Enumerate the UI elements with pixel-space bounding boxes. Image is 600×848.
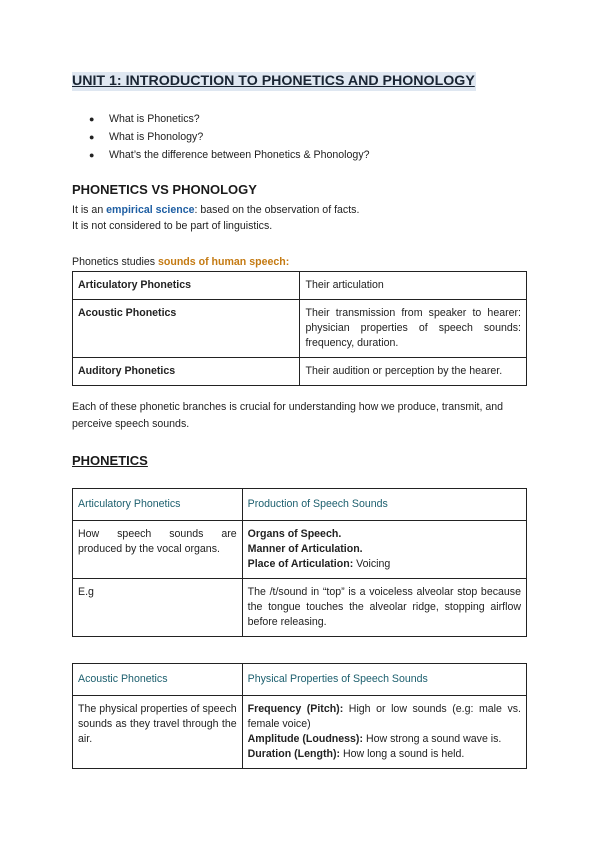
bullet-icon: ●: [89, 114, 95, 124]
description-cell: Their transmission from speaker to hearer: physician properties of speech sounds: frequency, duration.: [300, 300, 527, 358]
empirical-science-highlight: empirical science: [106, 204, 195, 216]
definition-cell: How speech sounds are produced by the vocal organs.: [73, 521, 243, 579]
example-label-cell: E.g: [73, 579, 243, 637]
list-item: ● What is Phonology?: [72, 128, 370, 146]
table-row: [73, 300, 527, 358]
table-header-cell: Acoustic Phonetics: [73, 664, 243, 696]
acoustic-phonetics-table: [72, 663, 527, 769]
phonetics-studies-line: Phonetics studies sounds of human speech:: [72, 256, 290, 268]
table-row: [73, 489, 527, 521]
phonetic-branches-table: [72, 271, 527, 386]
description-cell: Their articulation: [300, 272, 527, 300]
branch-cell: Acoustic Phonetics: [73, 300, 300, 358]
table-row: [73, 664, 527, 696]
branch-cell: Auditory Phonetics: [73, 358, 300, 386]
table-row: [73, 272, 527, 300]
table-row: [73, 358, 527, 386]
articulatory-phonetics-table: [72, 488, 527, 637]
table-row: [73, 521, 527, 579]
table-header-cell: Production of Speech Sounds: [242, 489, 526, 521]
section-heading-phonetics-vs-phonology: PHONETICS VS PHONOLOGY: [72, 182, 257, 197]
table-row: [73, 579, 527, 637]
human-speech-highlight: sounds of human speech:: [157, 256, 290, 268]
summary-line-2: perceive speech sounds.: [72, 418, 190, 430]
properties-cell: Frequency (Pitch): High or low sounds (e.g: male vs. female voice) Amplitude (Loudness): How strong a sound wave is. Duration (Length): How long a sound is held.: [242, 696, 526, 769]
intro-bullet-list: [72, 110, 370, 164]
list-item: ● What is Phonetics?: [72, 110, 370, 128]
example-cell: The /t/sound in “top” is a voiceless alveolar stop because the tongue touches the alveolar ridge, stopping airflow before releasing.: [242, 579, 526, 637]
bullet-icon: ●: [89, 132, 95, 142]
description-cell: Their audition or perception by the hearer.: [300, 358, 527, 386]
not-linguistics-line: It is not considered to be part of linguistics.: [72, 220, 273, 232]
section-heading-phonetics: PHONETICS: [72, 453, 148, 468]
branch-cell: Articulatory Phonetics: [73, 272, 300, 300]
table-row: [73, 696, 527, 769]
table-header-cell: Physical Properties of Speech Sounds: [242, 664, 526, 696]
bullet-icon: ●: [89, 150, 95, 160]
summary-line-1: Each of these phonetic branches is crucial for understanding how we produce, transmit, and: [72, 401, 504, 413]
list-item: ● What’s the difference between Phonetics & Phonology?: [72, 146, 370, 164]
topics-cell: Organs of Speech. Manner of Articulation. Place of Articulation: Voicing: [242, 521, 526, 579]
empirical-science-line: It is an empirical science: based on the observation of facts.: [72, 204, 360, 216]
table-header-cell: Articulatory Phonetics: [73, 489, 243, 521]
unit-title: UNIT 1: INTRODUCTION TO PHONETICS AND PHONOLOGY: [72, 73, 475, 89]
definition-cell: The physical properties of speech sounds as they travel through the air.: [73, 696, 243, 769]
